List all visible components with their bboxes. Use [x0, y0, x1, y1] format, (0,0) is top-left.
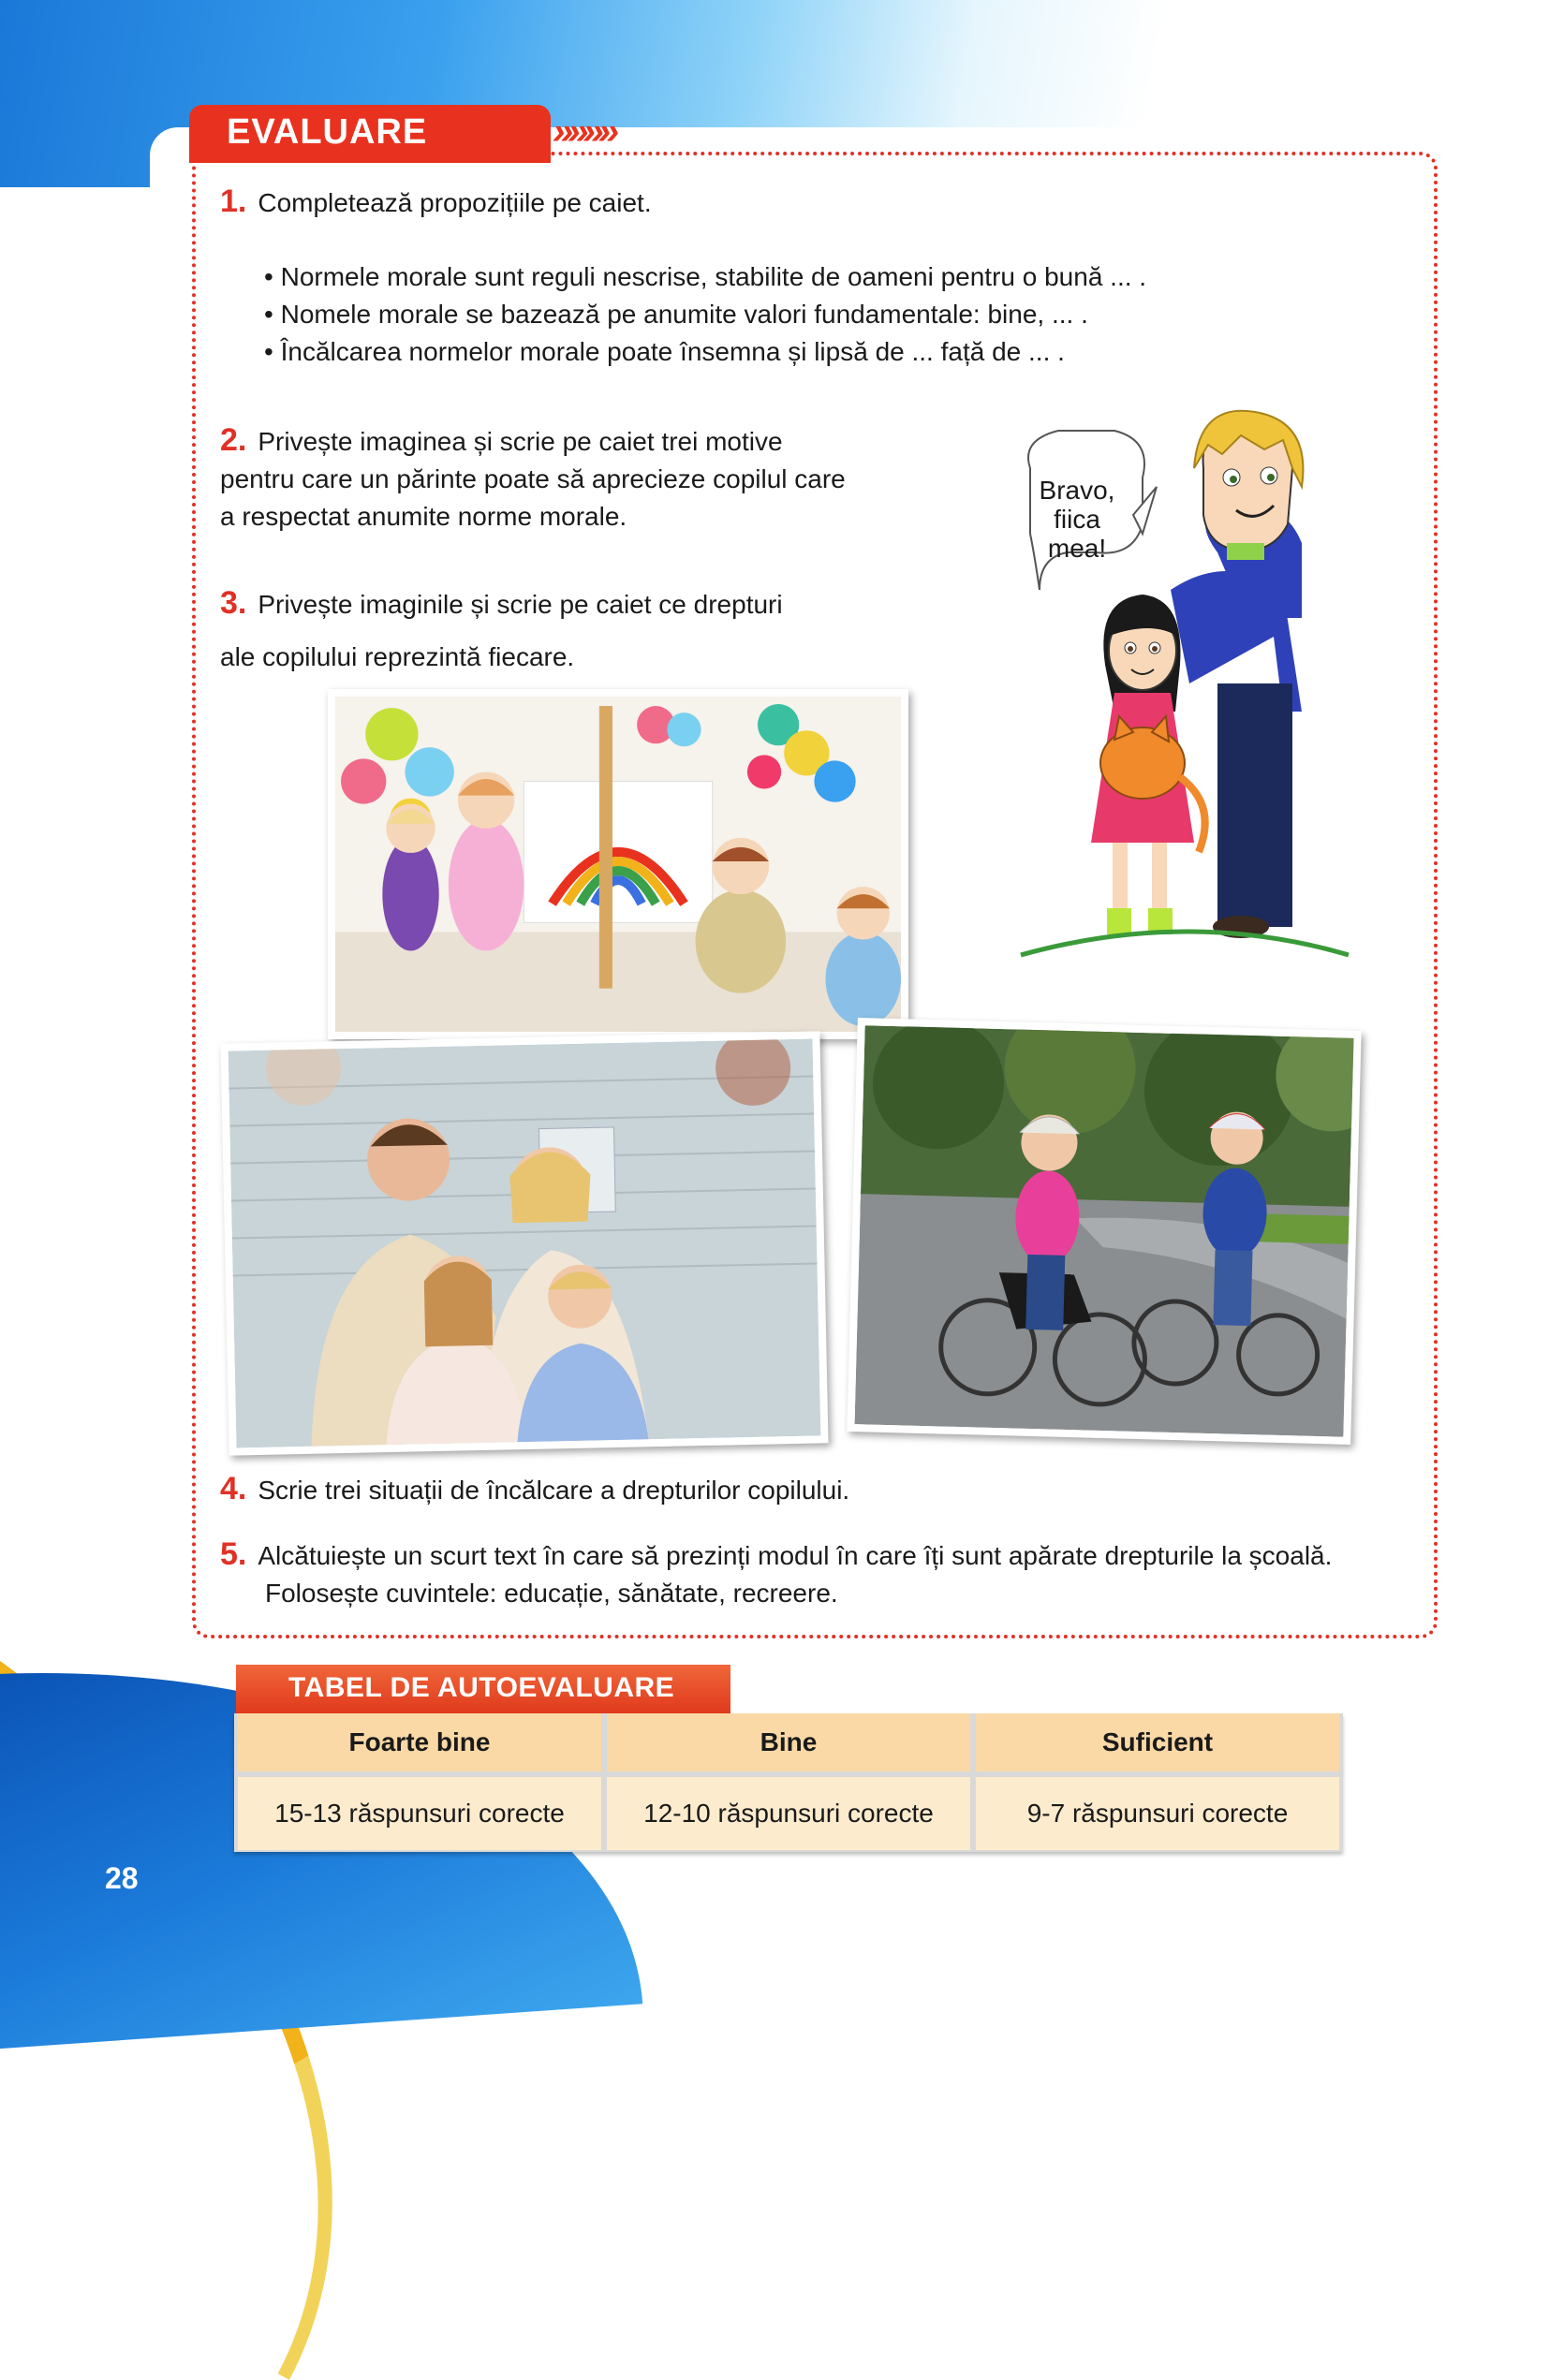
- table-cell: 15-13 răspunsuri corecte: [238, 1777, 601, 1850]
- bullet-item: • Normele morale sunt reguli nescrise, stabilite de oameni pentru o bună ... .: [264, 258, 1146, 296]
- speech-bubble-text: [1021, 476, 1133, 563]
- photo-family: [220, 1031, 828, 1455]
- bullet-item: • Încălcarea normelor morale poate însemna și lipsă de ... față de ... .: [264, 333, 1146, 371]
- table-cell: 9-7 răspunsuri corecte: [976, 1777, 1339, 1850]
- question-text: Scrie trei situații de încălcare a drepturilor copilului.: [258, 1476, 850, 1505]
- question-2: [220, 421, 857, 536]
- question-4: [220, 1470, 849, 1509]
- question-1: [220, 184, 652, 222]
- question-text: Privește imaginile și scrie pe caiet ce drepturi: [258, 590, 783, 619]
- evaluation-title: EVALUARE: [189, 105, 551, 163]
- question-number: 3.: [220, 585, 247, 621]
- table-header-cell: Suficient: [976, 1713, 1339, 1771]
- table-header-cell: Foarte bine: [238, 1713, 601, 1771]
- self-assessment-table: [234, 1713, 1343, 1852]
- chevrons-icon: »»»»: [553, 110, 613, 152]
- question-number: 2.: [220, 422, 247, 458]
- question-text: Folosește cuvintele: educație, sănătate, recreere.: [265, 1579, 838, 1608]
- self-assessment-title: TABEL DE AUTOEVALUARE: [236, 1665, 730, 1713]
- table-cell: 12-10 răspunsuri corecte: [607, 1777, 970, 1850]
- page-number: 28: [105, 1861, 139, 1895]
- question-text: ale copilului reprezintă fiecare.: [220, 642, 575, 671]
- speech-line: Bravo,: [1039, 476, 1115, 505]
- speech-line: fiica: [1054, 505, 1100, 534]
- bullet-item: • Nomele morale se bazează pe anumite valori fundamentale: bine, ... .: [264, 296, 1146, 333]
- question-number: 5.: [220, 1536, 247, 1572]
- photo-girls-cycling: [847, 1018, 1361, 1445]
- question-number: 4.: [220, 1471, 247, 1506]
- question-number: 1.: [220, 184, 247, 219]
- question-5: [220, 1535, 1428, 1612]
- table-header-cell: Bine: [607, 1713, 970, 1771]
- question-text: Privește imaginea și scrie pe caiet trei motive pentru care un părinte poate să aprecieze copilul care a respectat anumite norme morale.: [220, 427, 846, 531]
- question-text: Alcătuiește un scurt text în care să prezinți modul în care îți sunt apărate drepturile la școală.: [258, 1541, 1333, 1570]
- question-3: [220, 577, 857, 683]
- photo-children-painting: [328, 689, 908, 1039]
- question-text: Completează propozițiile pe caiet.: [258, 188, 652, 217]
- speech-line: mea!: [1047, 534, 1107, 563]
- question-1-bullets: [264, 258, 1146, 371]
